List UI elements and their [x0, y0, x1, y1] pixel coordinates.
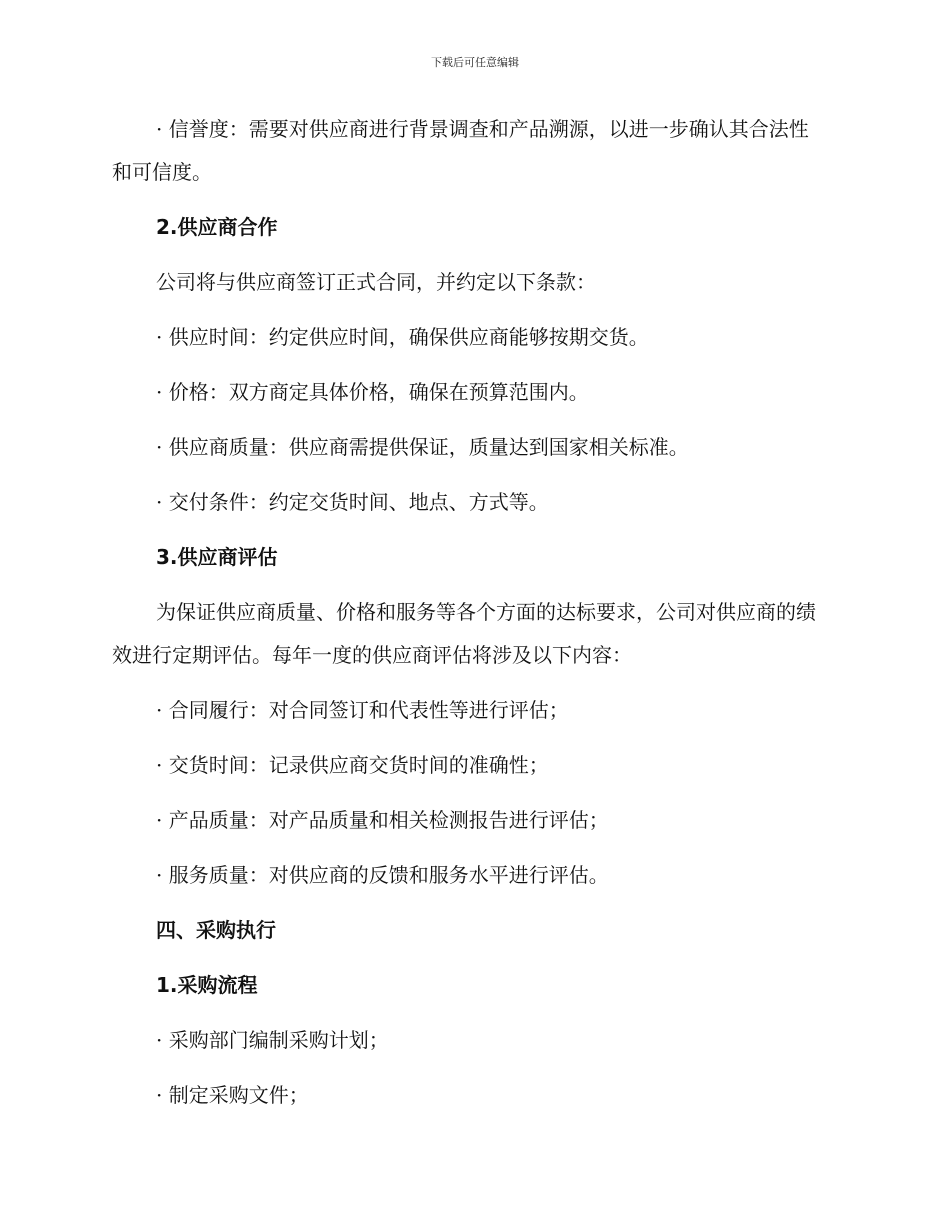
section-heading-supplier-evaluation: 3.供应商评估: [156, 545, 278, 569]
section-heading-procurement-execution: 四、采购执行: [156, 918, 276, 942]
list-item-supply-time: · 供应时间：约定供应时间，确保供应商能够按期交货。: [156, 325, 649, 349]
section-heading-procurement-process: 1.采购流程: [156, 973, 258, 997]
paragraph-evaluation-intro: 为保证供应商质量、价格和服务等各个方面的达标要求，公司对供应商的绩效进行定期评估。每年一度的供应商评估将涉及以下内容：: [112, 600, 816, 667]
list-item-price: · 价格：双方商定具体价格，确保在预算范围内。: [156, 380, 589, 404]
list-item-delivery-time: · 交货时间：记录供应商交货时间的准确性；: [156, 753, 549, 777]
list-item-procurement-documents: · 制定采购文件；: [156, 1083, 309, 1107]
list-item-contract-performance: · 合同履行：对合同签订和代表性等进行评估；: [156, 698, 569, 722]
page-header: 下载后可任意编辑: [431, 56, 519, 69]
document-body: [112, 108, 828, 1129]
section-heading-supplier-cooperation: 2.供应商合作: [156, 215, 278, 239]
list-item-delivery-terms: · 交付条件：约定交货时间、地点、方式等。: [156, 490, 549, 514]
list-item-service-quality: · 服务质量：对供应商的反馈和服务水平进行评估。: [156, 863, 609, 887]
paragraph-contract-intro: 公司将与供应商签订正式合同，并约定以下条款：: [156, 270, 596, 294]
list-item-product-quality: · 产品质量：对产品质量和相关检测报告进行评估；: [156, 808, 609, 832]
list-item-supplier-quality: · 供应商质量：供应商需提供保证，质量达到国家相关标准。: [156, 435, 689, 459]
paragraph-credibility: · 信誉度：需要对供应商进行背景调查和产品溯源，以进一步确认其合法性和可信度。: [112, 117, 809, 184]
list-item-procurement-plan: · 采购部门编制采购计划；: [156, 1028, 389, 1052]
